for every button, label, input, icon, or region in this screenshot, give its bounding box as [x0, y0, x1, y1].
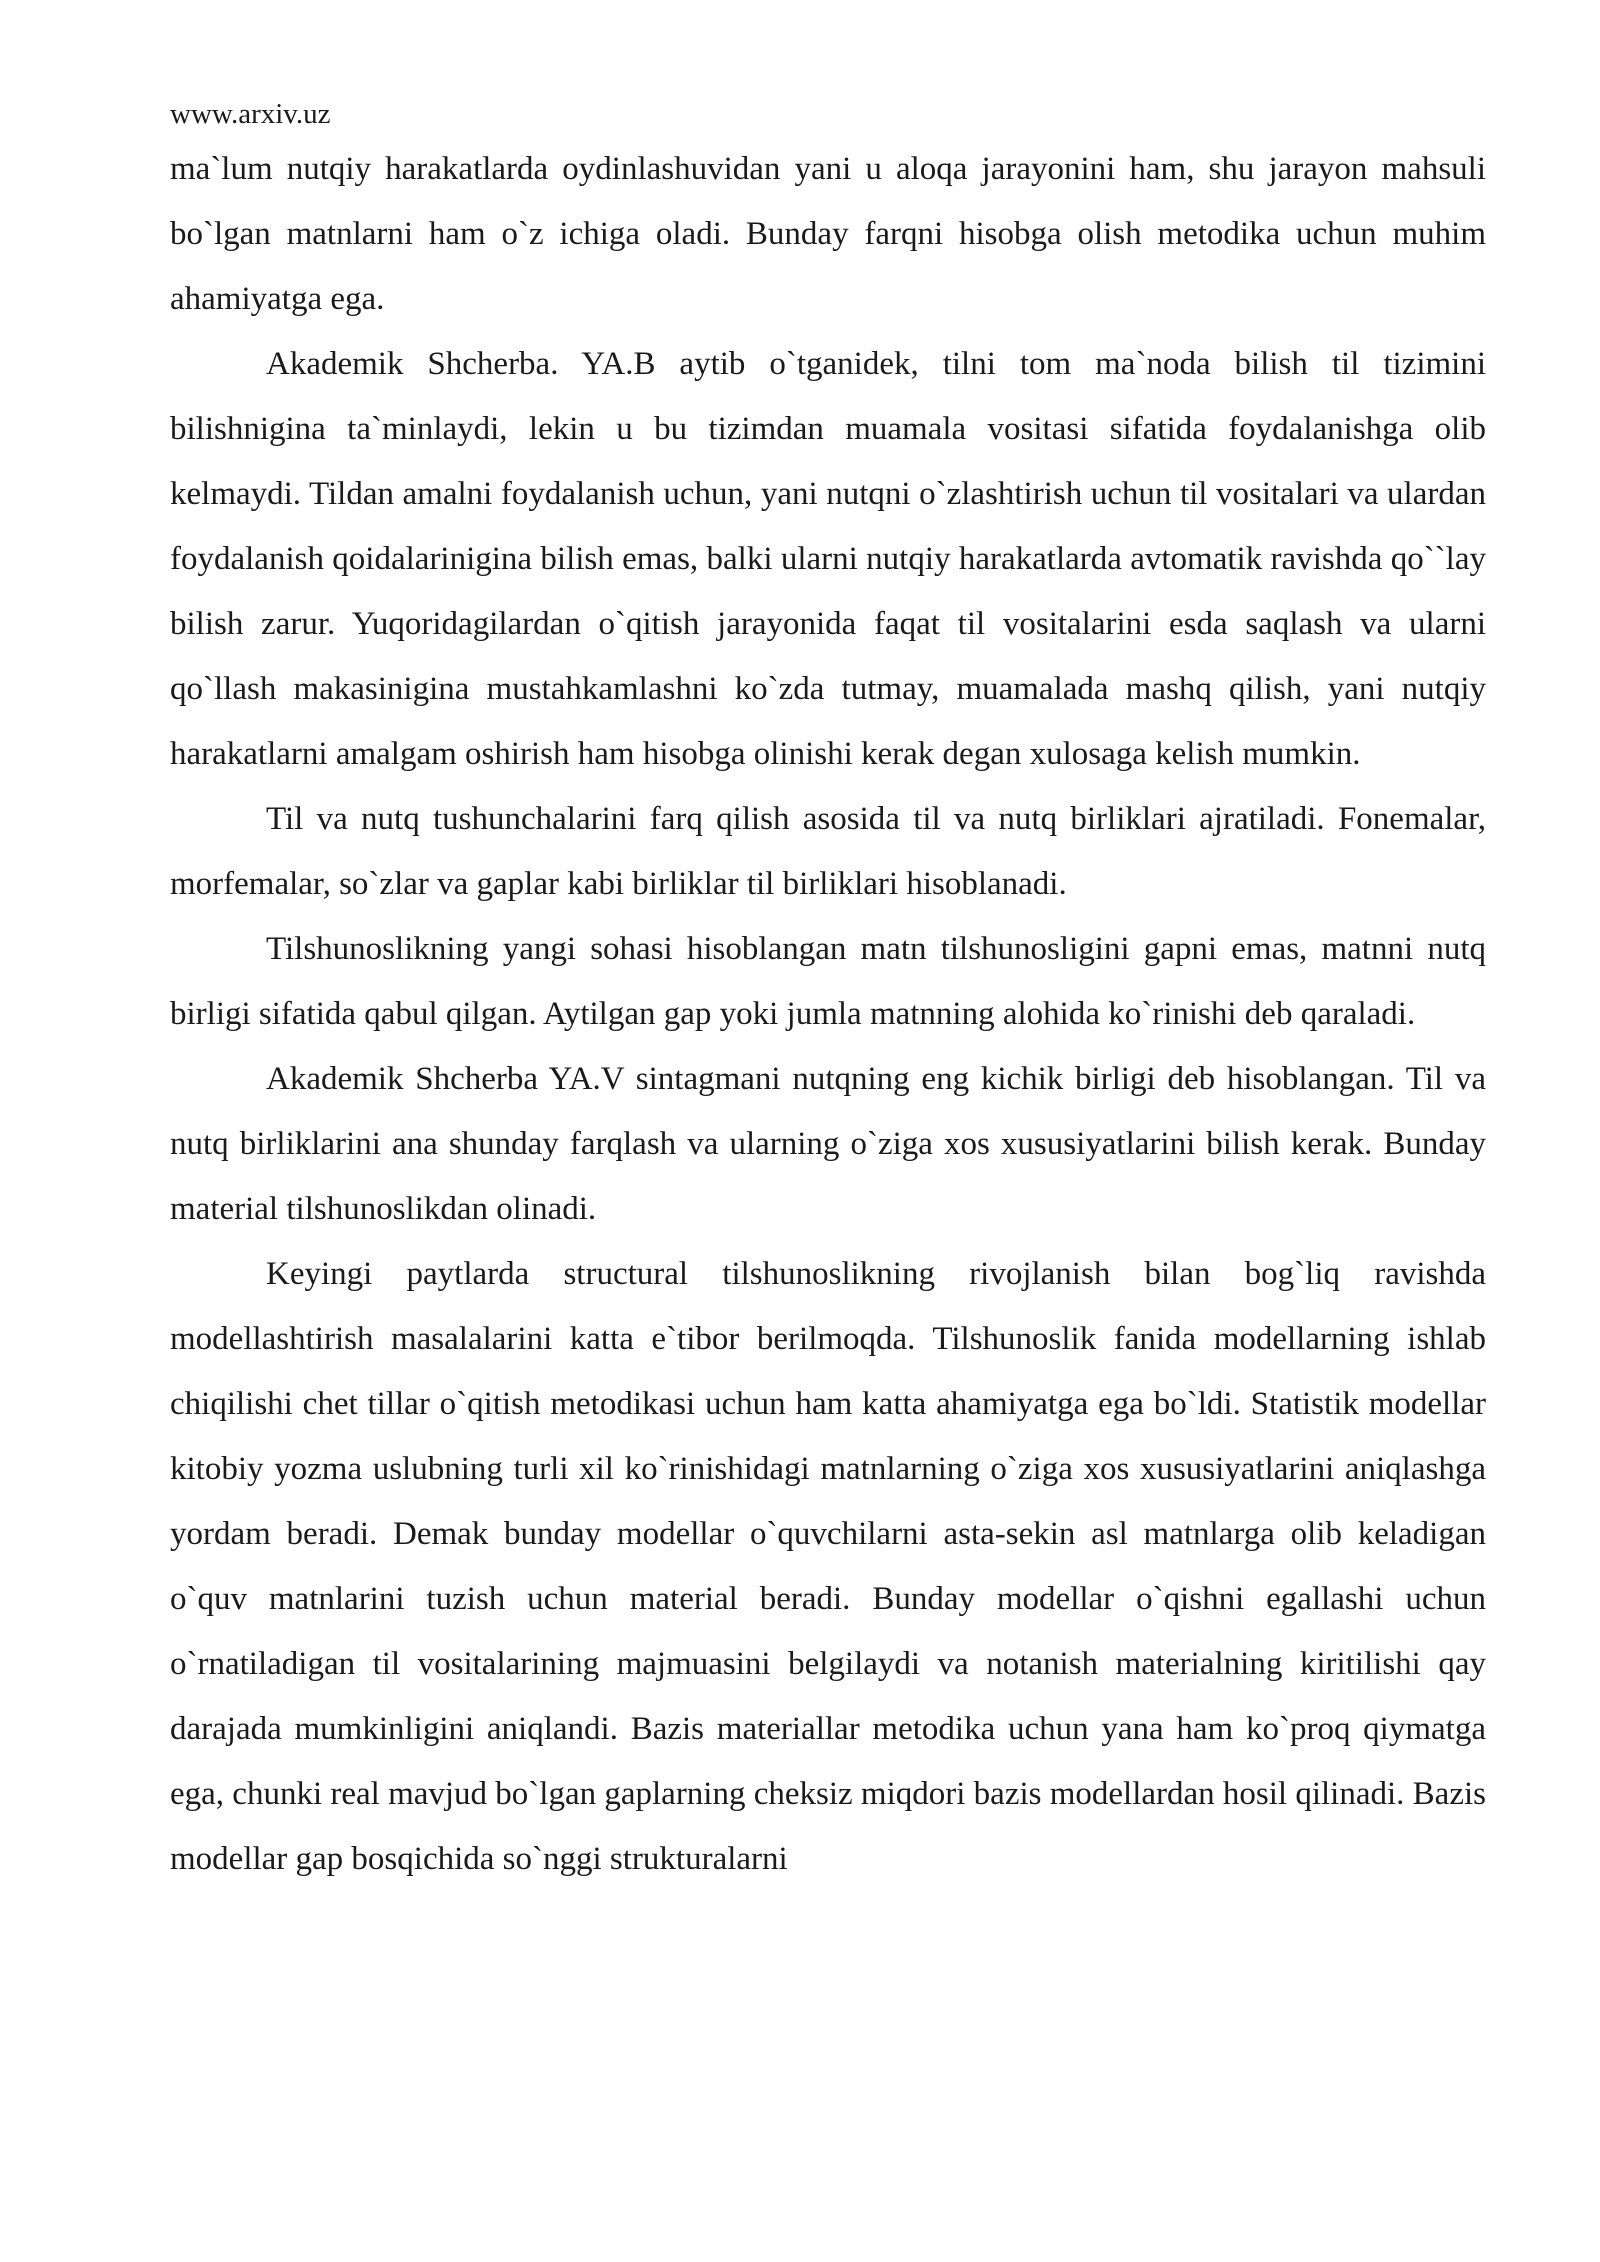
header-site-url: www.arxiv.uz	[170, 98, 331, 130]
paragraph-2: Akademik Shcherba. YA.B aytib o`tganidek, tilni tom ma`noda bilish til tizimini bilishnigina ta`minlaydi, lekin u bu tizimdan muamala vositasi sifatida foydalanishga olib kelmaydi. Tildan amalni foydalanish uchun, yani nutqni o`zlashtirish uchun til vositalari va ulardan foydalanish qoidalarinigina bilish emas, balki ularni nutqiy harakatlarda avtomatik ravishda qo``lay bilish zarur. Yuqoridagilardan o`qitish jarayonida faqat til vositalarini esda saqlash va ularni qo`llash makasinigina mustahkamlashni ko`zda tutmay, muamalada mashq qilish, yani nutqiy harakatlarni amalgam oshirish ham hisobga olinishi kerak degan xulosaga kelish mumkin.	[170, 346, 1486, 772]
paragraph-5: Akademik Shcherba YA.V sintagmani nutqning eng kichik birligi deb hisoblangan. Til va nutq birliklarini ana shunday farqlash va ularning o`ziga xos xususiyatlarini bilish kerak. Bunday material tilshunoslikdan olinadi.	[170, 1061, 1486, 1227]
paragraph-6: Keyingi paytlarda structural tilshunoslikning rivojlanish bilan bog`liq ravishda modellashtirish masalalarini katta e`tibor berilmoqda. Tilshunoslik fanida modellarning ishlab chiqilishi chet tillar o`qitish metodikasi uchun ham katta ahamiyatga ega bo`ldi. Statistik modellar kitobiy yozma uslubning turli xil ko`rinishidagi matnlarning o`ziga xos xususiyatlarini aniqlashga yordam beradi. Demak bunday modellar o`quvchilarni asta-sekin asl matnlarga olib keladigan o`quv matnlarini tuzish uchun material beradi. Bunday modellar o`qishni egallashi uchun o`rnatiladigan til vositalarining majmuasini belgilaydi va notanish materialning kiritilishi qay darajada mumkinligini aniqlandi. Bazis materiallar metodika uchun yana ham ko`proq qiymatga ega, chunki real mavjud bo`lgan gaplarning cheksiz miqdori bazis modellardan hosil qilinadi. Bazis modellar gap bosqichida so`nggi strukturalarni	[170, 1256, 1486, 1877]
paragraph-3: Til va nutq tushunchalarini farq qilish asosida til va nutq birliklari ajratiladi. Fonemalar, morfemalar, so`zlar va gaplar kabi birliklar til birliklari hisoblanadi.	[170, 801, 1486, 902]
document-page	[170, 92, 1486, 1892]
paragraph-1: ma`lum nutqiy harakatlarda oydinlashuvidan yani u aloqa jarayonini ham, shu jarayon mahsuli bo`lgan matnlarni ham o`z ichiga oladi. Bunday farqni hisobga olish metodika uchun muhim ahamiyatga ega.	[170, 151, 1486, 317]
paragraph-4: Tilshunoslikning yangi sohasi hisoblangan matn tilshunosligini gapni emas, matnni nutq birligi sifatida qabul qilgan. Aytilgan gap yoki jumla matnning alohida ko`rinishi deb qaraladi.	[170, 931, 1486, 1032]
